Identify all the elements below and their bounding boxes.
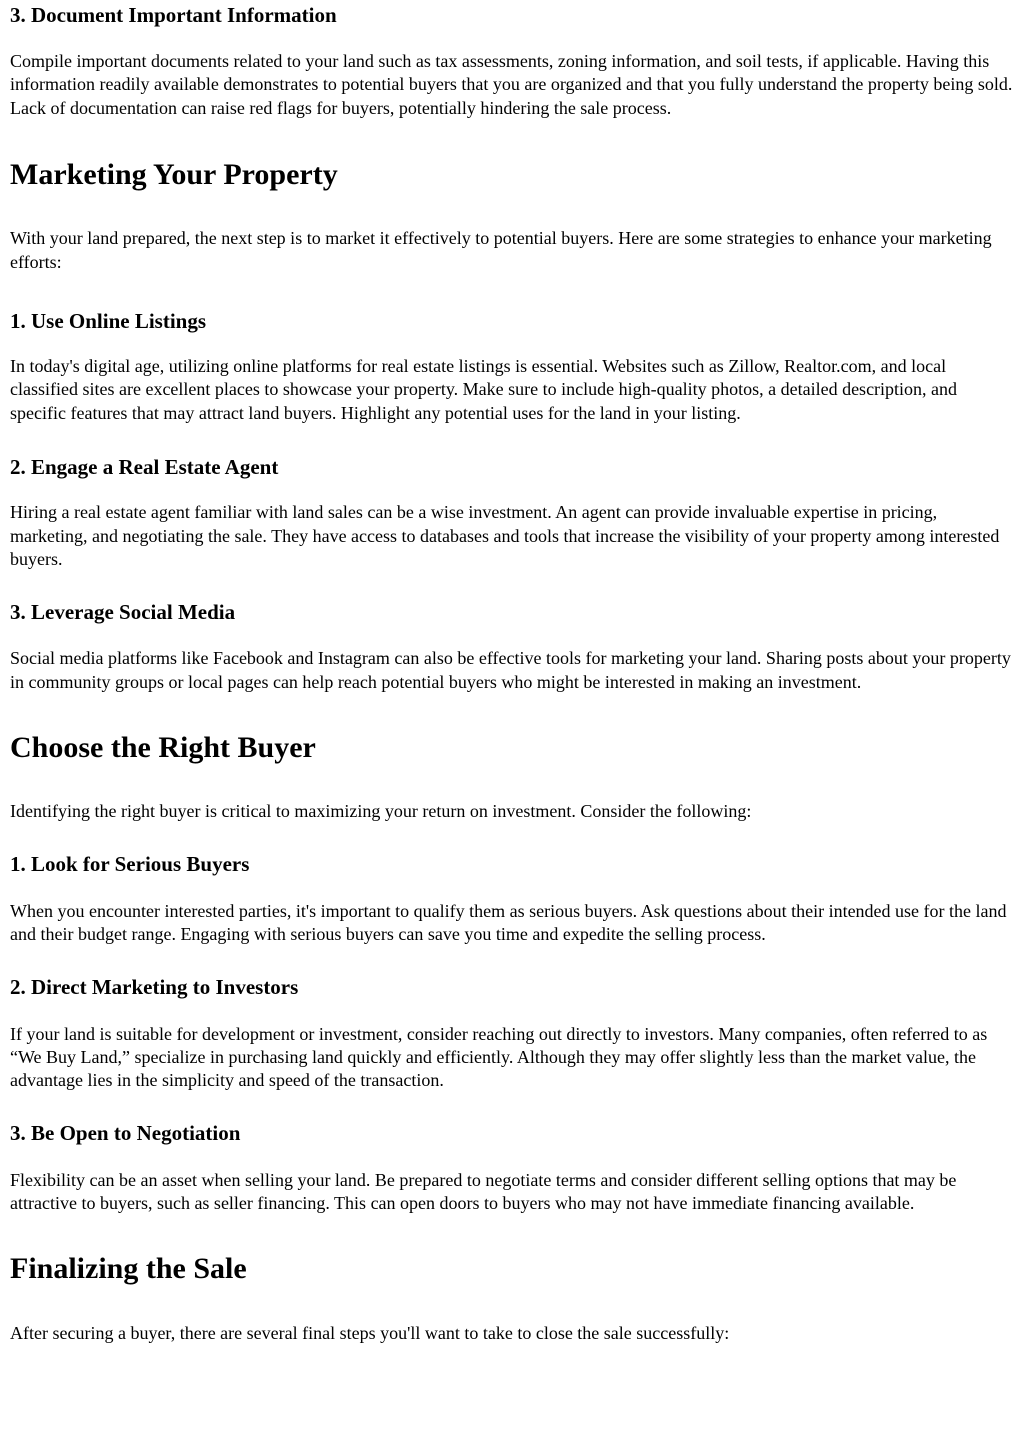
subheading-serious-buyers: 1. Look for Serious Buyers [10, 851, 250, 876]
section-title-right-buyer: Choose the Right Buyer [10, 731, 316, 765]
subheading-direct-marketing-investors: 2. Direct Marketing to Investors [10, 974, 299, 999]
subheading-social-media: 3. Leverage Social Media [10, 600, 236, 625]
subheading-online-listings: 1. Use Online Listings [10, 309, 207, 334]
paragraph-serious-buyers: When you encounter interested parties, it's important to qualify them as serious buyers. Ask questions about their intended use for the land and their budget range. Engaging with serious buyers can save you time and expedite the selling process. [10, 900, 1007, 945]
section-title-marketing: Marketing Your Property [10, 158, 338, 192]
subheading-negotiation: 3. Be Open to Negotiation [10, 1120, 241, 1145]
paragraph-marketing-intro: With your land prepared, the next step is to market it effectively to potential buyers. Here are some strategies to enhance your marketing efforts: [10, 228, 992, 272]
paragraph-finalizing-intro: After securing a buyer, there are several final steps you'll want to take to close the sale successfully: [10, 1322, 730, 1343]
paragraph-right-buyer-intro: Identifying the right buyer is critical to maximizing your return on investment. Consider the following: [10, 801, 752, 822]
paragraph-real-estate-agent: Hiring a real estate agent familiar with land sales can be a wise investment. An agent can provide invaluable expertise in pricing, marketing, and negotiating the sale. They have access to databases and tools that increase the visibility of your property among interested buyers. [10, 502, 1000, 570]
section-heading-document-information: 3. Document Important Information [10, 3, 337, 27]
subheading-real-estate-agent: 2. Engage a Real Estate Agent [10, 455, 279, 480]
paragraph-negotiation: Flexibility can be an asset when selling your land. Be prepared to negotiate terms and consider different selling options that may be attractive to buyers, such as seller financing. This can open doors to buyers who may not have immediate financing available. [10, 1169, 957, 1214]
paragraph-social-media: Social media platforms like Facebook and Instagram can also be effective tools for marketing your land. Sharing posts about your property in community groups or local pages can help reach potential buyers who might be interested in making an investment. [10, 648, 1011, 692]
paragraph-document-information: Compile important documents related to your land such as tax assessments, zoning information, and soil tests, if applicable. Having this information readily available demonstrates to potential buyers that you are organized and that you fully understand the property being sold. Lack of documentation can raise red flags for buyers, potentially hindering the sale process. [10, 51, 1013, 118]
paragraph-online-listings: In today's digital age, utilizing online platforms for real estate listings is essential. Websites such as Zillow, Realtor.com, and local classified sites are excellent places to showcase your property. Make sure to include high-quality photos, a detailed description, and specific features that may attract land buyers. Highlight any potential uses for the land in your listing. [10, 356, 958, 423]
section-title-finalizing: Finalizing the Sale [10, 1251, 247, 1285]
article [0, 2, 1024, 1345]
paragraph-direct-marketing-investors: If your land is suitable for development or investment, consider reaching out directly to investors. Many companies, often referred to as “We Buy Land,” specialize in purchasing land quickly and efficiently. Although they may offer slightly less than the market value, the advantage lies in the simplicity and speed of the transaction. [10, 1023, 988, 1091]
